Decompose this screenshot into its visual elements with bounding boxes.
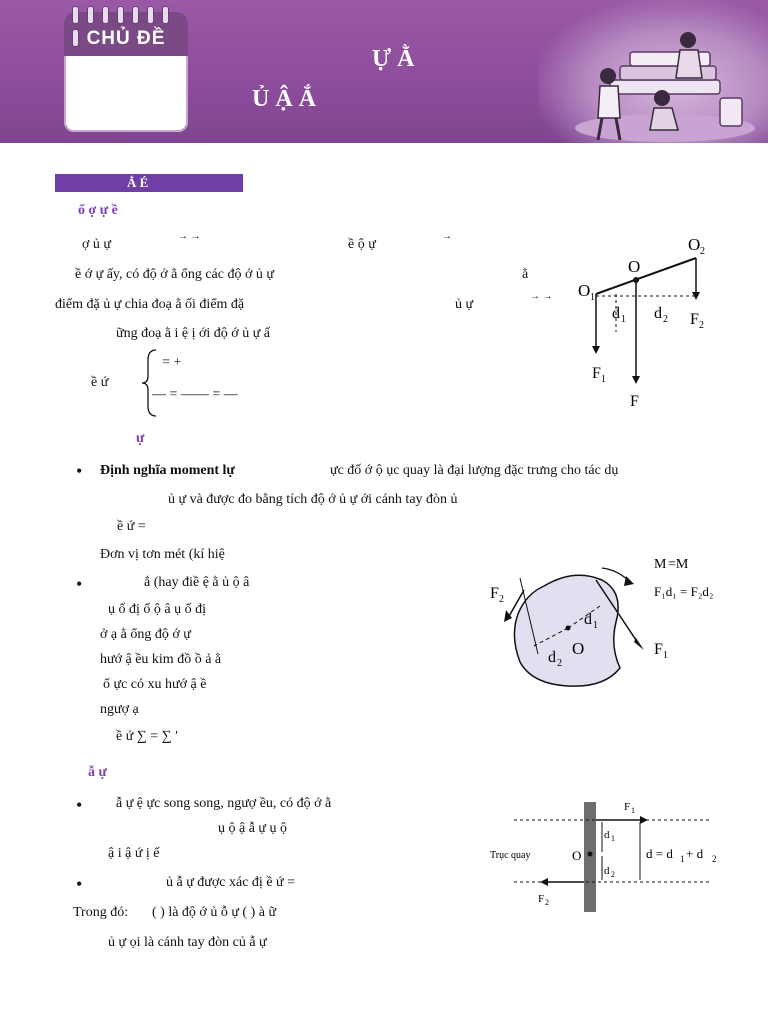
top-banner [0,0,768,143]
s1-vector-arrow2: → [442,231,452,242]
s3-b2-line2-a: Trong đó: [73,905,129,920]
svg-text:+ d: + d [686,846,704,861]
fig3-d1: d [604,829,610,841]
b1-line3: ề ứ = [117,519,146,534]
fig2-F2: F [490,585,499,602]
s1-line2-right: ằ [522,267,529,282]
s1-vector-arrows: → → [178,231,201,242]
b2-line2: ụ ố đị ố ộ â ụ ố đị [108,602,206,617]
fig3-axis-label: Trục quay [490,850,531,861]
s3-b1-line1: ẫ ự ệ ực song song, ngượ ều, có độ ớ ằ [116,796,332,811]
subsection-heading-1: ổ ợ ự ề [78,203,118,218]
bullet-dot: • [76,795,83,815]
svg-text:2: 2 [499,594,504,605]
label-O: O [628,257,641,276]
brace-icon [140,348,160,418]
fig2-d1: d [584,611,592,628]
section-header-text: Ắ É [127,175,149,190]
svg-text:2: 2 [611,870,615,879]
b1-line4: Đơn vị tơn mét (kí hiệ [100,547,225,562]
b1-rest: ực đố ớ ộ ục quay là đại lượng đặc trưng cho tác dụ [330,463,619,478]
couple-figure [484,794,720,914]
subsection-heading-3: ẫ ự [88,765,107,780]
fig3-d2: d [604,865,610,877]
label-F1: F [592,365,601,382]
svg-text:2: 2 [557,658,562,669]
s1-line1-right: ề ộ ự [348,237,376,252]
fig3-F2: F [538,893,545,905]
b2-line7: ề ứ ∑ = ∑ ′ [116,729,179,744]
s3-b2-line1: ủ ẫ ự được xác đị ề ứ = [166,875,296,890]
section-header-bar [55,174,243,192]
calendar-rings-icon [72,6,182,22]
s3-b1-line3: ậ i ậ ứ ị ế [108,846,160,861]
s3-b2-line3: ủ ự ọi là cánh tay đòn củ ẫ ự [108,935,267,950]
svg-text:1: 1 [611,834,615,843]
s3-b2-line2-b: ( ) là độ ớ ủ ỗ ự ( ) à ữ [152,905,277,920]
fig2-F1: F [654,641,663,658]
calendar-badge [64,12,188,132]
b2-line4: hướ ậ ều kim đồ ồ ả ằ [100,652,222,667]
svg-text:1: 1 [680,854,685,864]
fig2-eq1: M [654,557,667,572]
label-O1: O [578,281,591,300]
s1-vector-arrow3: → → [530,291,553,302]
svg-text:2: 2 [699,320,704,331]
s1-line3-right: ủ ự [455,297,474,312]
label-O2: O [688,235,701,254]
s1-line1: ợ ủ ự [82,237,111,252]
svg-text:2: 2 [712,854,717,864]
b2-line1: ắ (hay điề ệ ằ ủ ộ â [144,575,250,590]
s1-line3: điểm đặ ủ ự chia đoạ ằ ối điểm đặ [55,297,245,312]
fig2-O: O [572,639,585,658]
svg-text:1: 1 [590,292,595,303]
rotating-body-figure [484,550,714,700]
students-illustration [570,18,760,142]
bullet-dot: • [76,461,83,481]
calendar-label: CHỦ ĐỀ [86,28,166,49]
subsection-heading-2: ự [136,431,145,446]
label-d2: d [654,305,662,322]
b2-line3: ở ạ ằ ổng độ ớ ự [100,627,191,642]
bullet-dot: • [76,874,83,894]
svg-text:2: 2 [545,898,549,907]
fig2-eq2: F₁d₁ = F₂d₂ [654,584,714,599]
s1-line2: ề ớ ự ấy, có độ ớ ằ ổng các độ ớ ủ ự [75,267,274,282]
banner-title-line1: Ự Ằ [372,46,415,72]
svg-text:1: 1 [631,806,635,815]
b2-line6: ngượ ạ [100,702,139,717]
fig3-O: O [572,848,582,863]
svg-text:=M: =M [668,557,689,572]
svg-text:1: 1 [621,314,626,325]
label-F: F [630,393,639,410]
lever-figure [572,232,722,412]
fig3-formula: d = d [646,846,673,861]
svg-text:1: 1 [601,374,606,385]
svg-text:2: 2 [700,246,705,257]
svg-text:2: 2 [663,314,668,325]
s3-b1-line2: ụ ộ ậ ẫ ự ụ ộ [218,821,288,836]
label-F2: F [690,311,699,328]
s1-formula-top: = + [162,355,182,370]
b1-line2: ủ ự và được đo bằng tích độ ớ ủ ự ới cánh tay đòn ủ [168,492,458,507]
label-d1: d [612,305,620,322]
s1-formula-label: ề ứ [91,375,109,390]
bullet-dot: • [76,574,83,594]
s1-line4: ững đoạ ằ i ệ ị ới độ ớ ủ ự ấ [116,326,271,341]
b1-bold: Định nghĩa moment lự [100,463,235,478]
svg-text:1: 1 [593,620,598,631]
svg-text:1: 1 [663,650,668,661]
fig2-d2: d [548,649,556,666]
b2-line5: ổ ực có xu hướ ậ ề [103,677,207,692]
banner-title-line2: Ủ Ậ Ắ [252,86,316,112]
fig3-F1: F [624,801,631,813]
s1-formula-bottom: — = —— = — [152,387,238,402]
